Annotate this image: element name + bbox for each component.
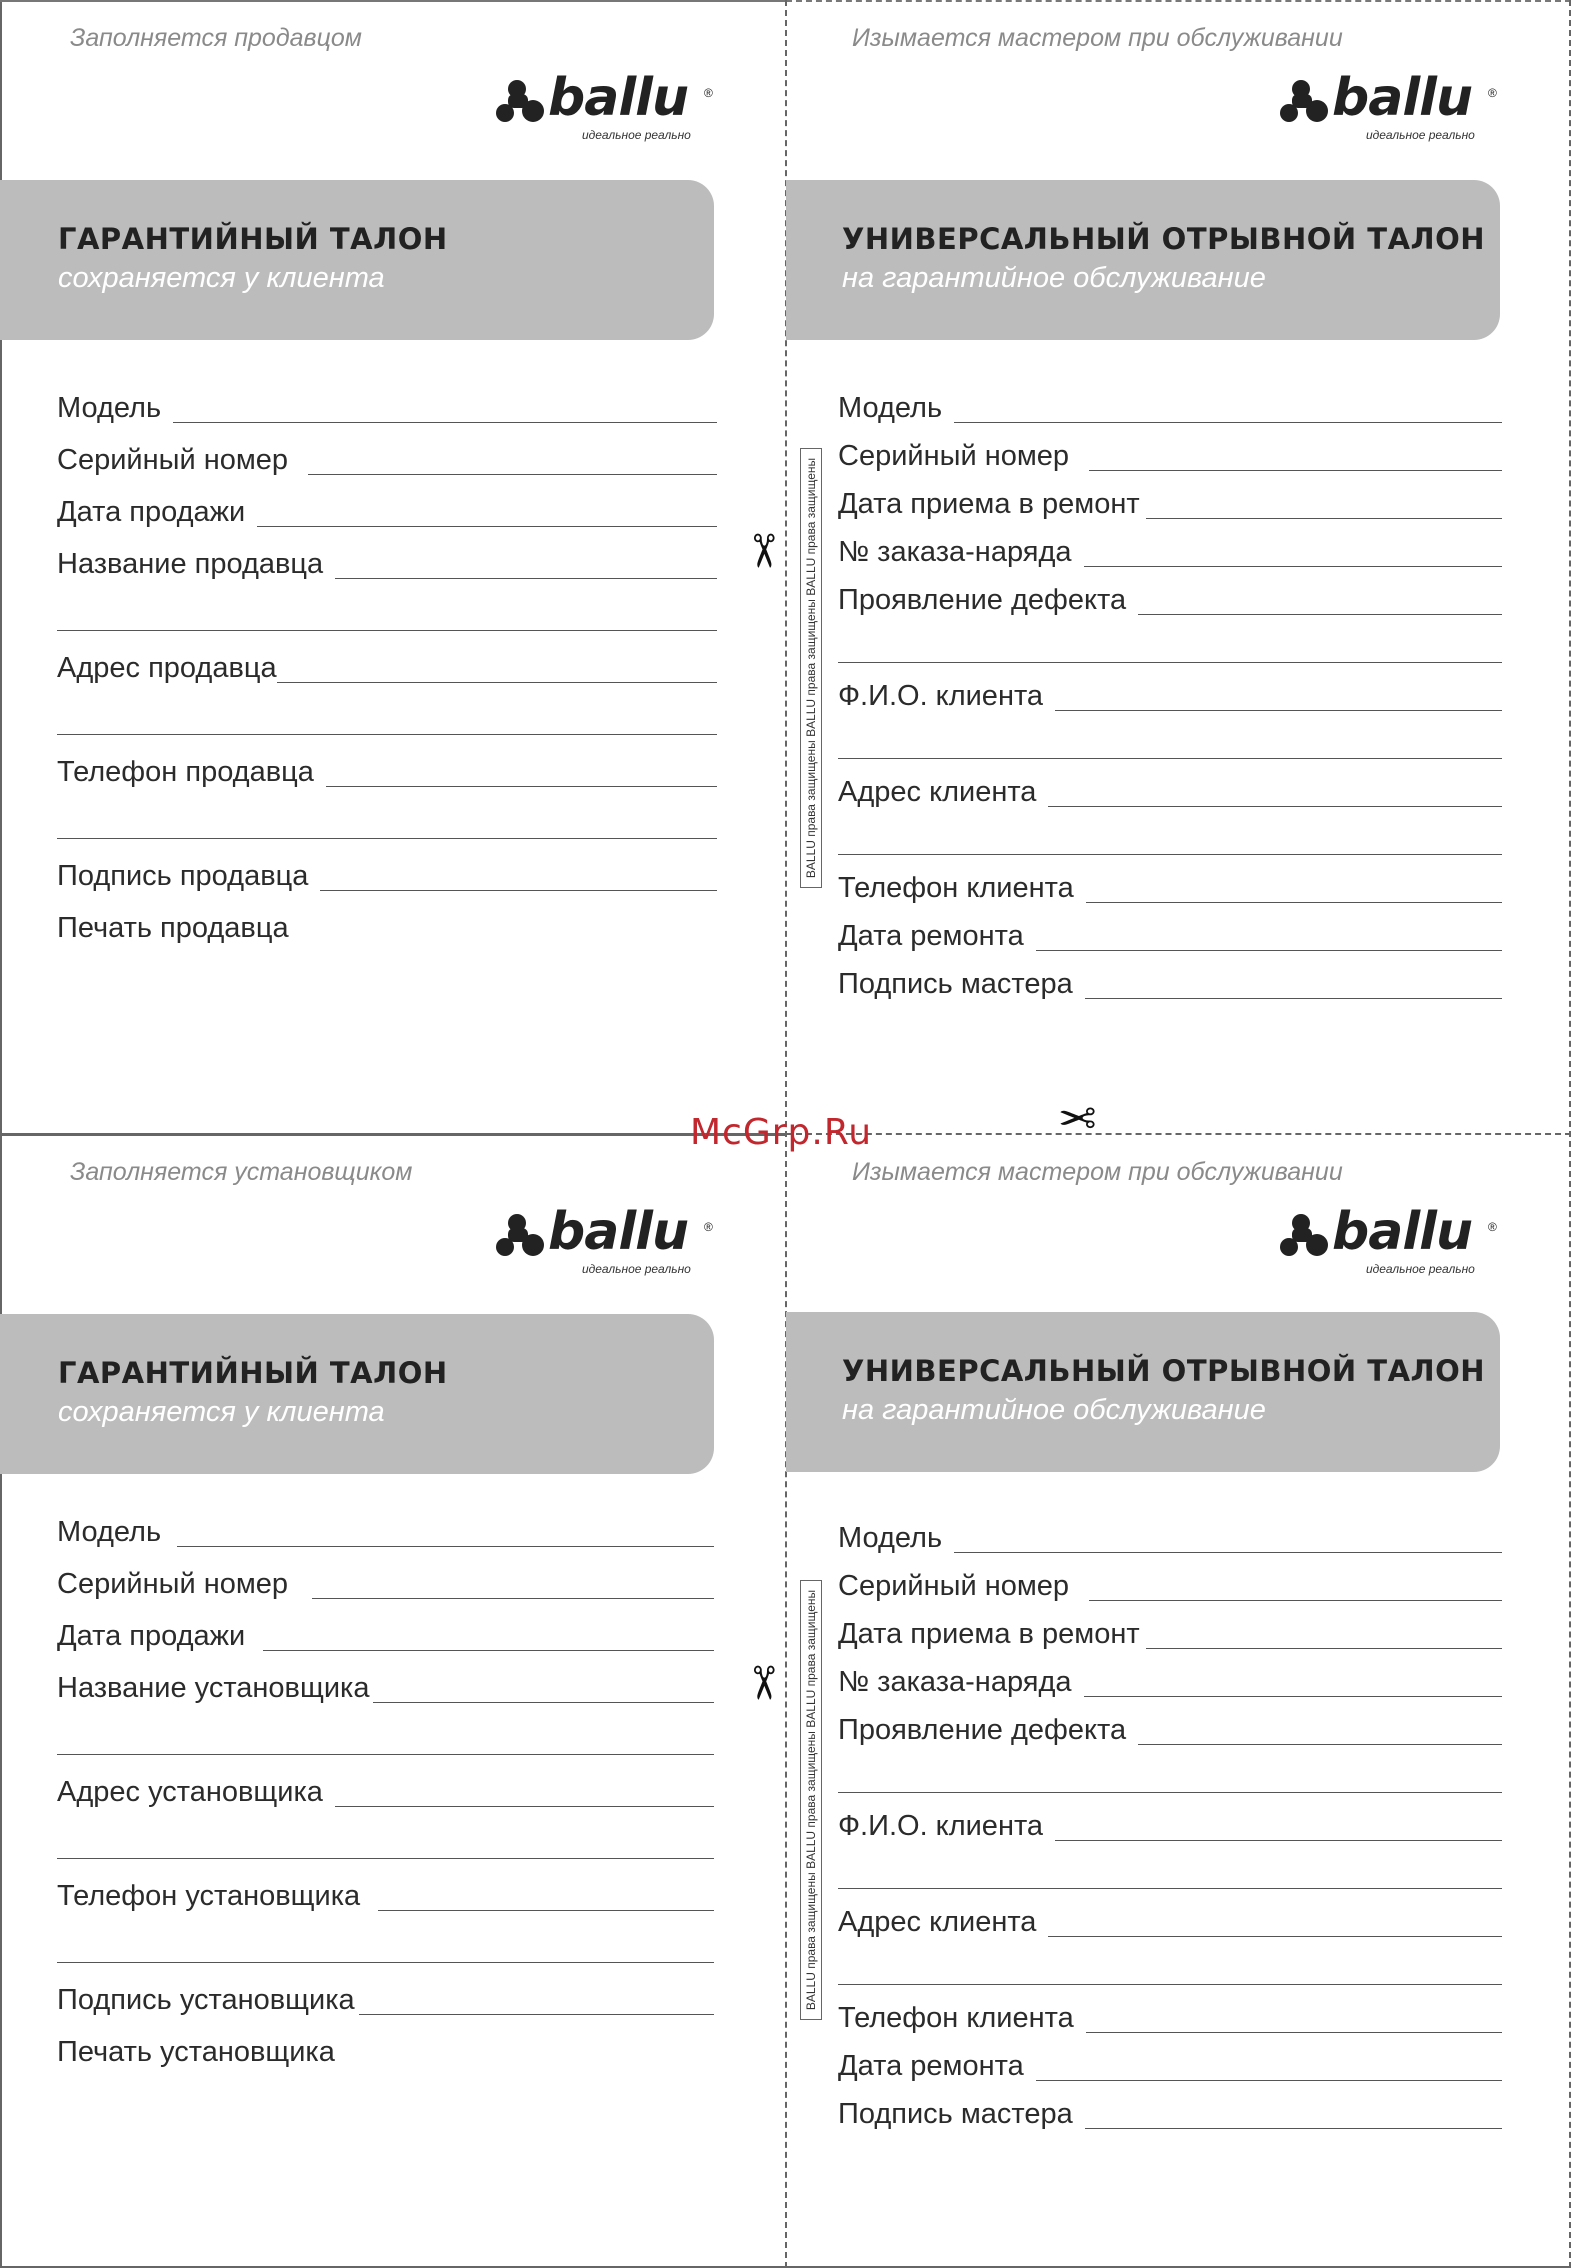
rights-strip: BALLU права защищены BALLU права защищены BALLU права защищены: [800, 448, 822, 888]
rights-strip: BALLU права защищены BALLU права защищены BALLU права защищены: [800, 1580, 822, 2020]
field-client-phone[interactable]: Телефон клиента: [838, 865, 1502, 905]
field-client-name[interactable]: Ф.И.О. клиента: [838, 673, 1502, 713]
site-watermark: McGrp.Ru: [690, 1112, 873, 1153]
field-defect[interactable]: Проявление дефекта: [838, 577, 1502, 617]
field-client-address-extra-line[interactable]: [838, 1947, 1502, 1987]
scissors-icon: ✂: [737, 1663, 790, 1703]
ballu-logo: [1278, 68, 1498, 146]
field-seller-phone[interactable]: Телефон продавца: [57, 749, 717, 789]
card-title: ГАРАНТИЙНЫЙ ТАЛОН: [58, 222, 448, 256]
field-master-signature[interactable]: Подпись мастера: [838, 2091, 1502, 2131]
field-installer-address[interactable]: Адрес установщика: [57, 1769, 714, 1809]
card-title: УНИВЕРСАЛЬНЫЙ ОТРЫВНОЙ ТАЛОН: [842, 222, 1486, 256]
panel-note: Заполняется продавцом: [70, 24, 362, 52]
logo-wordmark: ballu: [1332, 1202, 1472, 1262]
card-subtitle: на гарантийное обслуживание: [842, 262, 1266, 294]
field-repair-date[interactable]: Дата ремонта: [838, 2043, 1502, 2083]
field-client-name-extra-line[interactable]: [838, 1851, 1502, 1891]
field-installer-name-extra-line[interactable]: [57, 1717, 714, 1757]
field-seller-address[interactable]: Адрес продавца: [57, 645, 717, 685]
field-repair-in-date[interactable]: Дата приема в ремонт: [838, 1611, 1502, 1651]
ballu-logo: [1278, 1202, 1498, 1280]
field-seller-stamp: Печать продавца: [57, 912, 289, 944]
field-seller-name-extra-line[interactable]: [57, 593, 717, 633]
ballu-logo-mark-icon: [1278, 78, 1332, 132]
panel-note: Изымается мастером при обслуживании: [852, 24, 1343, 52]
ballu-logo-mark-icon: [494, 1212, 548, 1266]
field-installer-phone[interactable]: Телефон установщика: [57, 1873, 714, 1913]
panel-note: Заполняется установщиком: [70, 1158, 413, 1186]
logo-wordmark: ballu: [548, 68, 688, 128]
panel-note: Изымается мастером при обслуживании: [852, 1158, 1343, 1186]
scissors-icon: ✂: [1058, 1091, 1097, 1143]
field-seller-phone-extra-line[interactable]: [57, 801, 717, 841]
logo-slogan: идеальное реально: [1366, 1262, 1475, 1276]
ballu-logo-mark-icon: [494, 78, 548, 132]
field-installer-name[interactable]: Название установщика: [57, 1665, 714, 1705]
field-serial[interactable]: Серийный номер: [838, 1563, 1502, 1603]
service-tear-off-card-bottom: [786, 1134, 1571, 2268]
card-title: ГАРАНТИЙНЫЙ ТАЛОН: [58, 1356, 448, 1390]
field-order-number[interactable]: № заказа-наряда: [838, 1659, 1502, 1699]
field-seller-name[interactable]: Название продавца: [57, 541, 717, 581]
logo-reg-mark: ®: [704, 86, 713, 100]
logo-slogan: идеальное реально: [582, 1262, 691, 1276]
seller-warranty-card: [0, 0, 790, 1134]
field-order-number[interactable]: № заказа-наряда: [838, 529, 1502, 569]
card-title: УНИВЕРСАЛЬНЫЙ ОТРЫВНОЙ ТАЛОН: [842, 1354, 1486, 1388]
field-installer-address-extra-line[interactable]: [57, 1821, 714, 1861]
field-sale-date[interactable]: Дата продажи: [57, 489, 717, 529]
field-model[interactable]: Модель: [838, 1515, 1502, 1555]
logo-reg-mark: ®: [704, 1220, 713, 1234]
title-banner: [0, 180, 714, 340]
card-subtitle: сохраняется у клиента: [58, 1396, 385, 1428]
installer-warranty-card: [0, 1134, 790, 2268]
logo-reg-mark: ®: [1488, 1220, 1497, 1234]
field-model[interactable]: Модель: [57, 1509, 714, 1549]
field-serial[interactable]: Серийный номер: [57, 1561, 714, 1601]
field-model[interactable]: Модель: [57, 385, 717, 425]
card-subtitle: сохраняется у клиента: [58, 262, 385, 294]
logo-reg-mark: ®: [1488, 86, 1497, 100]
ballu-logo: [494, 68, 714, 146]
logo-slogan: идеальное реально: [1366, 128, 1475, 142]
field-client-name[interactable]: Ф.И.О. клиента: [838, 1803, 1502, 1843]
field-installer-phone-extra-line[interactable]: [57, 1925, 714, 1965]
field-defect-extra-line[interactable]: [838, 625, 1502, 665]
field-sale-date[interactable]: Дата продажи: [57, 1613, 714, 1653]
field-model[interactable]: Модель: [838, 385, 1502, 425]
title-banner: [786, 1312, 1500, 1472]
field-repair-date[interactable]: Дата ремонта: [838, 913, 1502, 953]
field-serial[interactable]: Серийный номер: [838, 433, 1502, 473]
field-defect-extra-line[interactable]: [838, 1755, 1502, 1795]
title-banner: [786, 180, 1500, 340]
field-client-address[interactable]: Адрес клиента: [838, 1899, 1502, 1939]
field-seller-address-extra-line[interactable]: [57, 697, 717, 737]
field-client-name-extra-line[interactable]: [838, 721, 1502, 761]
service-tear-off-card-top: [786, 0, 1571, 1134]
field-client-address[interactable]: Адрес клиента: [838, 769, 1502, 809]
scissors-icon: ✂: [737, 531, 790, 571]
title-banner: [0, 1314, 714, 1474]
field-installer-stamp: Печать установщика: [57, 2036, 335, 2068]
field-defect[interactable]: Проявление дефекта: [838, 1707, 1502, 1747]
card-subtitle: на гарантийное обслуживание: [842, 1394, 1266, 1426]
ballu-logo-mark-icon: [1278, 1212, 1332, 1266]
field-master-signature[interactable]: Подпись мастера: [838, 961, 1502, 1001]
ballu-logo: [494, 1202, 714, 1280]
logo-slogan: идеальное реально: [582, 128, 691, 142]
logo-wordmark: ballu: [548, 1202, 688, 1262]
logo-wordmark: ballu: [1332, 68, 1472, 128]
field-client-address-extra-line[interactable]: [838, 817, 1502, 857]
field-repair-in-date[interactable]: Дата приема в ремонт: [838, 481, 1502, 521]
field-installer-signature[interactable]: Подпись установщика: [57, 1977, 714, 2017]
field-serial[interactable]: Серийный номер: [57, 437, 717, 477]
field-client-phone[interactable]: Телефон клиента: [838, 1995, 1502, 2035]
field-seller-signature[interactable]: Подпись продавца: [57, 853, 717, 893]
